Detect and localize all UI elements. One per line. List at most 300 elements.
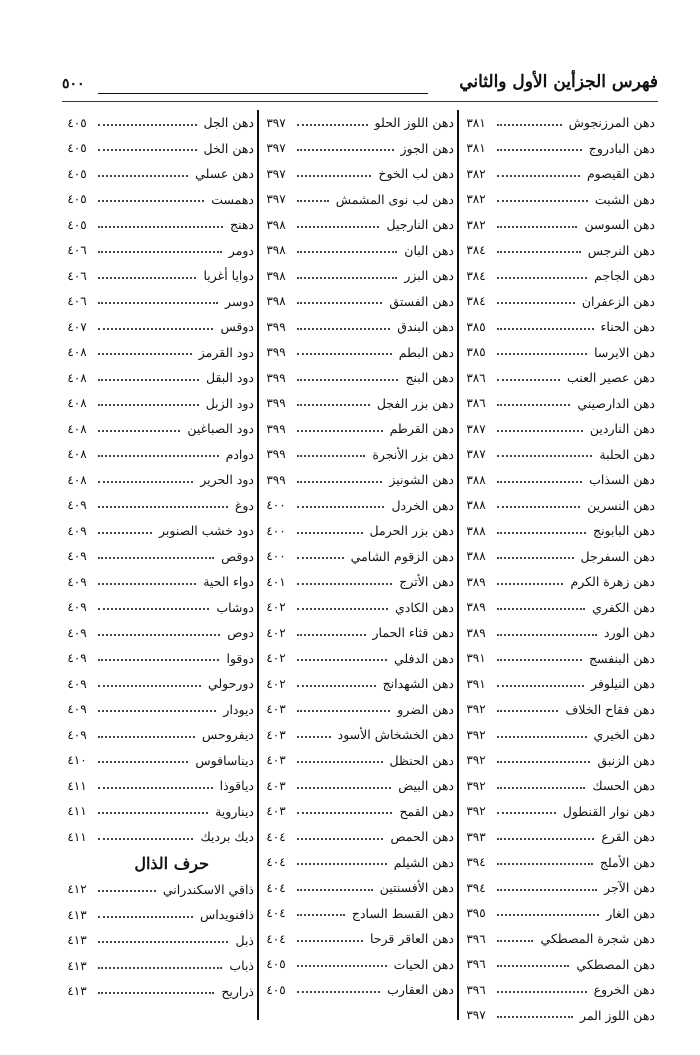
dot-leader: [297, 394, 370, 406]
index-entry: [459, 238, 658, 264]
dot-leader: [297, 471, 382, 483]
entry-name: دود الزبل: [205, 395, 254, 411]
index-entry: [259, 824, 457, 850]
index-entry: [459, 697, 658, 723]
entry-name: دهن الجوز: [400, 140, 454, 156]
index-entry: [259, 544, 457, 570]
entry-page-number: ٤٠٩: [67, 523, 87, 538]
dot-leader: [98, 241, 222, 253]
index-entry: [60, 569, 257, 595]
index-column-left-upper: [60, 110, 257, 850]
index-entry: [60, 620, 257, 646]
entry-name: دهن القمح: [399, 803, 454, 819]
dot-leader: [497, 139, 582, 151]
index-entry: [259, 850, 457, 876]
dot-leader: [98, 649, 219, 661]
index-entry: [459, 1003, 658, 1029]
section-heading: حرف الذال: [134, 853, 209, 873]
index-entry: [60, 953, 257, 979]
dot-leader: [297, 445, 365, 457]
entry-name: دهن الشونيز: [389, 472, 454, 488]
entry-page-number: ٣٨٤: [466, 268, 486, 283]
entry-page-number: ٤٠٥: [67, 115, 87, 130]
entry-page-number: ٤٠٨: [67, 396, 87, 411]
dot-leader: [297, 241, 397, 253]
entry-page-number: ٣٨٧: [466, 421, 486, 436]
index-entry: [259, 977, 457, 1003]
entry-name: دهن الايرسا: [594, 344, 655, 360]
entry-name: دوص: [227, 625, 254, 641]
entry-page-number: ٤٠٨: [67, 472, 87, 487]
dot-leader: [297, 598, 388, 610]
index-entry: [459, 620, 658, 646]
entry-name: دهن الكفري: [592, 599, 655, 615]
entry-page-number: ٤٠٩: [67, 574, 87, 589]
entry-name: دواء الحية: [203, 574, 254, 590]
entry-page-number: ٣٩٨: [266, 243, 286, 258]
entry-page-number: ٤١٠: [67, 753, 87, 768]
entry-page-number: ٣٩٦: [466, 931, 486, 946]
dot-leader: [297, 879, 373, 891]
entry-name: ذباب: [229, 958, 254, 974]
index-entry: [60, 902, 257, 928]
dot-leader: [98, 369, 199, 381]
entry-page-number: ٤٠٤: [266, 906, 286, 921]
dot-leader: [497, 216, 577, 228]
entry-page-number: ٤٠٨: [67, 447, 87, 462]
entry-page-number: ٤٠٥: [67, 192, 87, 207]
index-entry: [259, 263, 457, 289]
dot-leader: [98, 957, 222, 969]
dot-leader: [98, 394, 199, 406]
entry-page-number: ٣٨٤: [466, 294, 486, 309]
entry-page-number: ٤٠٦: [67, 243, 87, 258]
dot-leader: [497, 955, 569, 967]
entry-name: دهن زهرة الكرم: [570, 574, 655, 590]
index-entry: [60, 161, 257, 187]
entry-name: ديك برديك: [200, 829, 254, 845]
entry-page-number: ٤٠٢: [266, 625, 286, 640]
entry-page-number: ٣٩٩: [266, 396, 286, 411]
entry-page-number: ٣٨٧: [466, 447, 486, 462]
dot-leader: [497, 726, 587, 738]
entry-page-number: ٣٩١: [466, 651, 486, 666]
entry-page-number: ٣٩٧: [266, 192, 286, 207]
entry-name: دهن النرجس: [587, 242, 655, 258]
entry-name: دود البقل: [206, 370, 254, 386]
entry-name: دوقس: [220, 319, 254, 335]
entry-name: دهن الحلبة: [599, 446, 655, 462]
entry-page-number: ٣٨٢: [466, 217, 486, 232]
index-entry: [259, 289, 457, 315]
entry-name: دود الصباغين: [187, 421, 254, 437]
entry-name: دهن الحسك: [592, 778, 655, 794]
index-entry: [60, 391, 257, 417]
entry-name: ذبل: [235, 932, 254, 948]
entry-name: دورحولي: [207, 676, 254, 692]
entry-name: دهن السوسن: [584, 217, 655, 233]
entry-name: دياقوذا: [219, 778, 254, 794]
entry-name: دهن الشيلم: [393, 854, 454, 870]
dot-leader: [497, 547, 574, 559]
index-entry: [60, 518, 257, 544]
entry-name: دهن البابونج: [593, 523, 655, 539]
entry-name: دود خشب الصنوبر: [159, 523, 254, 539]
entry-page-number: ٤١١: [67, 778, 87, 793]
index-entry: [60, 416, 257, 442]
dot-leader: [98, 216, 223, 228]
index-entry: [60, 314, 257, 340]
dot-leader: [297, 573, 392, 585]
dot-leader: [497, 751, 590, 763]
dot-leader: [98, 931, 228, 943]
index-entry: [60, 722, 257, 748]
index-entry: [259, 799, 457, 825]
dot-leader: [297, 343, 392, 355]
entry-name: دهن الخروع: [593, 982, 655, 998]
dot-leader: [297, 802, 392, 814]
entry-page-number: ٣٩٦: [466, 982, 486, 997]
dot-leader: [98, 777, 213, 789]
index-entry: [60, 442, 257, 468]
entry-page-number: ٤٠٩: [67, 676, 87, 691]
entry-page-number: ٣٨٩: [466, 600, 486, 615]
entry-page-number: ٤٠٦: [67, 294, 87, 309]
entry-name: دهن بزر الحرمل: [369, 523, 454, 539]
entry-page-number: ٣٨٨: [466, 498, 486, 513]
entry-page-number: ٣٨١: [466, 141, 486, 156]
entry-page-number: ٣٨٩: [466, 574, 486, 589]
entry-name: دهن الخيري: [593, 727, 655, 743]
entry-name: دهن الزعفران: [581, 293, 655, 309]
entry-name: دهن السفرجل: [580, 548, 655, 564]
entry-name: دهن المصطكي: [576, 956, 655, 972]
entry-page-number: ٤٠٢: [266, 600, 286, 615]
dot-leader: [497, 420, 583, 432]
index-column-right: [459, 110, 658, 1023]
index-entry: [60, 365, 257, 391]
dot-leader: [98, 906, 193, 918]
entry-page-number: ٤٠٦: [67, 268, 87, 283]
dot-leader: [297, 904, 345, 916]
entry-page-number: ٤٠٥: [67, 166, 87, 181]
dot-leader: [497, 1006, 573, 1018]
entry-page-number: ٣٨٥: [466, 345, 486, 360]
entry-page-number: ٤٠٩: [67, 600, 87, 615]
index-entry: [259, 110, 457, 136]
dot-leader: [98, 496, 228, 508]
index-entry: [259, 748, 457, 774]
index-entry: [459, 569, 658, 595]
index-entry: [60, 748, 257, 774]
index-entry: [459, 977, 658, 1003]
entry-name: ديناسافوس: [195, 752, 254, 768]
entry-name: دهن الكادي: [395, 599, 454, 615]
header-rule: [98, 93, 428, 94]
dot-leader: [497, 904, 599, 916]
entry-name: دود القرمز: [198, 344, 254, 360]
dot-leader: [98, 420, 180, 432]
index-entry: [60, 289, 257, 315]
dot-leader: [98, 165, 188, 177]
dot-leader: [497, 853, 593, 865]
dot-leader: [98, 343, 192, 355]
entry-page-number: ٣٨٦: [466, 396, 486, 411]
dot-leader: [297, 751, 383, 763]
entry-page-number: ٤٠٤: [266, 855, 286, 870]
entry-name: ديناروية: [215, 803, 254, 819]
entry-name: دهن الشبت: [594, 191, 655, 207]
entry-name: دهن الحناء: [600, 319, 655, 335]
dot-leader: [297, 853, 387, 865]
dot-leader: [497, 471, 582, 483]
index-entry: [259, 493, 457, 519]
index-entry: [459, 850, 658, 876]
dot-leader: [98, 292, 218, 304]
entry-name: دهن القرع: [601, 829, 655, 845]
entry-name: ذافنويداس: [199, 907, 254, 923]
dot-leader: [297, 547, 344, 559]
entry-name: دوقص: [221, 548, 254, 564]
entry-page-number: ٤٠٩: [67, 651, 87, 666]
entry-page-number: ٣٩٨: [266, 217, 286, 232]
dot-leader: [98, 573, 196, 585]
entry-page-number: ٣٩٤: [466, 855, 486, 870]
index-entry: [459, 212, 658, 238]
dot-leader: [497, 930, 533, 942]
entry-page-number: ٣٩٩: [266, 421, 286, 436]
dot-leader: [297, 624, 366, 636]
entry-page-number: ٤٠٥: [266, 982, 286, 997]
entry-name: دوقوا: [226, 650, 254, 666]
entry-name: دهن البنفسج: [588, 650, 655, 666]
entry-page-number: ٣٩٩: [266, 472, 286, 487]
page-header: [62, 68, 658, 102]
index-entry: [259, 314, 457, 340]
entry-page-number: ٣٩٩: [266, 447, 286, 462]
index-entry: [60, 979, 257, 1005]
dot-leader: [297, 955, 387, 967]
entry-name: دهن اللوز الحلو: [374, 115, 454, 131]
index-entry: [259, 926, 457, 952]
entry-page-number: ٤٠٣: [266, 727, 286, 742]
index-entry: [60, 493, 257, 519]
entry-name: دهن المرزنجوش: [568, 115, 655, 131]
dot-leader: [497, 114, 562, 126]
index-entry: [459, 136, 658, 162]
entry-name: دهن البان: [404, 242, 454, 258]
index-entry: [459, 671, 658, 697]
entry-name: دهن النارجيل: [386, 217, 454, 233]
dot-leader: [497, 241, 581, 253]
dot-leader: [98, 114, 197, 126]
dot-leader: [497, 522, 586, 534]
index-columns: [60, 110, 658, 1023]
index-entry: [459, 314, 658, 340]
entry-page-number: ٣٩٧: [266, 166, 286, 181]
index-entry: [459, 416, 658, 442]
entry-page-number: ٤١١: [67, 804, 87, 819]
index-entry: [60, 671, 257, 697]
entry-name: دهن البطم: [398, 344, 454, 360]
dot-leader: [497, 445, 592, 457]
entry-name: دوغ: [234, 497, 254, 513]
index-entry: [259, 595, 457, 621]
dot-leader: [497, 165, 580, 177]
index-entry: [459, 799, 658, 825]
dot-leader: [497, 649, 582, 661]
dot-leader: [297, 165, 371, 177]
entry-name: دهن لب نوى المشمش: [335, 191, 454, 207]
index-entry: [60, 646, 257, 672]
index-entry: [459, 926, 658, 952]
entry-name: دهن الخل: [203, 140, 254, 156]
dot-leader: [497, 828, 594, 840]
index-entry: [259, 773, 457, 799]
entry-page-number: ٣٩٢: [466, 804, 486, 819]
entry-name: دهن عصير العنب: [567, 370, 655, 386]
entry-name: دهن الدارصيني: [577, 395, 655, 411]
dot-leader: [297, 930, 363, 942]
index-entry: [459, 875, 658, 901]
dot-leader: [98, 675, 201, 687]
entry-page-number: ٤٠٣: [266, 778, 286, 793]
index-entry: [259, 722, 457, 748]
index-entry: [259, 467, 457, 493]
entry-name: دهن فقاح الخلاف: [565, 701, 655, 717]
index-entry: [459, 748, 658, 774]
index-entry: [60, 697, 257, 723]
entry-name: دهن البنج: [405, 370, 454, 386]
entry-page-number: ٣٩٣: [466, 829, 486, 844]
dot-leader: [297, 700, 390, 712]
dot-leader: [497, 190, 588, 202]
index-entry: [259, 136, 457, 162]
index-entry: [259, 518, 457, 544]
index-entry: [459, 263, 658, 289]
entry-page-number: ٣٩٧: [266, 141, 286, 156]
entry-name: دوسر: [225, 293, 254, 309]
entry-name: دهن الجاجم: [594, 268, 655, 284]
entry-name: دهن الخردل: [391, 497, 454, 513]
entry-page-number: ٤٠٩: [67, 498, 87, 513]
dot-leader: [98, 598, 209, 610]
entry-page-number: ٣٨٢: [466, 166, 486, 181]
entry-name: دهن الدفلي: [393, 650, 454, 666]
index-entry: [459, 365, 658, 391]
entry-page-number: ٣٨٨: [466, 472, 486, 487]
entry-page-number: ٣٩٩: [266, 370, 286, 385]
entry-page-number: ٤٠٢: [266, 651, 286, 666]
dot-leader: [98, 522, 152, 534]
index-entry: [60, 544, 257, 570]
entry-page-number: ٤٠٣: [266, 804, 286, 819]
entry-name: دهن البيض: [398, 778, 454, 794]
dot-leader: [497, 496, 580, 508]
entry-name: دود الحرير: [200, 472, 254, 488]
entry-page-number: ٤٠٣: [266, 753, 286, 768]
dot-leader: [98, 471, 193, 483]
entry-name: دهن اللوز المر: [580, 1007, 655, 1023]
index-entry: [259, 620, 457, 646]
entry-page-number: ٤٠٤: [266, 829, 286, 844]
entry-name: ديودار: [223, 701, 254, 717]
entry-name: دهنج: [230, 217, 254, 233]
entry-page-number: ٣٩٩: [266, 319, 286, 334]
index-entry: [459, 824, 658, 850]
entry-name: دهمست: [211, 191, 254, 207]
index-entry: [60, 263, 257, 289]
entry-page-number: ٣٩٧: [466, 1008, 486, 1023]
entry-page-number: ٤٠٩: [67, 702, 87, 717]
entry-page-number: ٣٩٩: [266, 345, 286, 360]
dot-leader: [297, 369, 398, 381]
entry-page-number: ٣٩٨: [266, 294, 286, 309]
dot-leader: [497, 675, 584, 687]
entry-name: دهن النسرين: [587, 497, 655, 513]
index-entry: [459, 442, 658, 468]
dot-leader: [98, 726, 195, 738]
entry-page-number: ٣٩٢: [466, 702, 486, 717]
dot-leader: [98, 828, 193, 840]
entry-page-number: ٤٠٠: [266, 549, 286, 564]
entry-name: دهن السذاب: [589, 472, 655, 488]
entry-name: دهن بزر الأنجرة: [372, 446, 454, 462]
entry-page-number: ٤٠٣: [266, 702, 286, 717]
entry-page-number: ٣٨٨: [466, 549, 486, 564]
index-entry: [259, 340, 457, 366]
dot-leader: [497, 394, 570, 406]
dot-leader: [98, 139, 197, 151]
entry-page-number: ٣٨٤: [466, 243, 486, 258]
entry-name: دهن الأملج: [599, 854, 655, 870]
dot-leader: [297, 726, 331, 738]
index-entry: [259, 365, 457, 391]
dot-leader: [297, 675, 376, 687]
index-entry: [259, 697, 457, 723]
entry-page-number: ٤١٣: [67, 907, 87, 922]
index-entry: [259, 952, 457, 978]
entry-name: دهن الجل: [203, 115, 254, 131]
dot-leader: [98, 318, 213, 330]
index-entry: [459, 391, 658, 417]
index-entry: [459, 595, 658, 621]
entry-name: دهن الحمص: [390, 829, 454, 845]
entry-name: دهن البندق: [397, 319, 454, 335]
dot-leader: [497, 369, 560, 381]
entry-name: دهن الضرو: [397, 701, 454, 717]
entry-name: دهن القيصوم: [586, 166, 655, 182]
index-entry: [259, 671, 457, 697]
entry-page-number: ٤١١: [67, 829, 87, 844]
header-underline: [62, 101, 658, 102]
index-entry: [459, 518, 658, 544]
index-entry: [459, 110, 658, 136]
index-entry: [60, 238, 257, 264]
entry-name: دهن الخشخاش الأسود: [337, 727, 454, 743]
index-entry: [259, 187, 457, 213]
entry-page-number: ٣٩٥: [466, 906, 486, 921]
dot-leader: [98, 700, 216, 712]
entry-name: دهن النيلوفر: [591, 676, 655, 692]
dot-leader: [297, 496, 384, 508]
entry-name: دهن شجرة المصطكي: [540, 931, 655, 947]
entry-page-number: ٣٩٧: [266, 115, 286, 130]
entry-name: دهن الورد: [604, 625, 655, 641]
dot-leader: [497, 802, 556, 814]
entry-page-number: ٤٠٨: [67, 345, 87, 360]
entry-page-number: ٤٠٩: [67, 727, 87, 742]
